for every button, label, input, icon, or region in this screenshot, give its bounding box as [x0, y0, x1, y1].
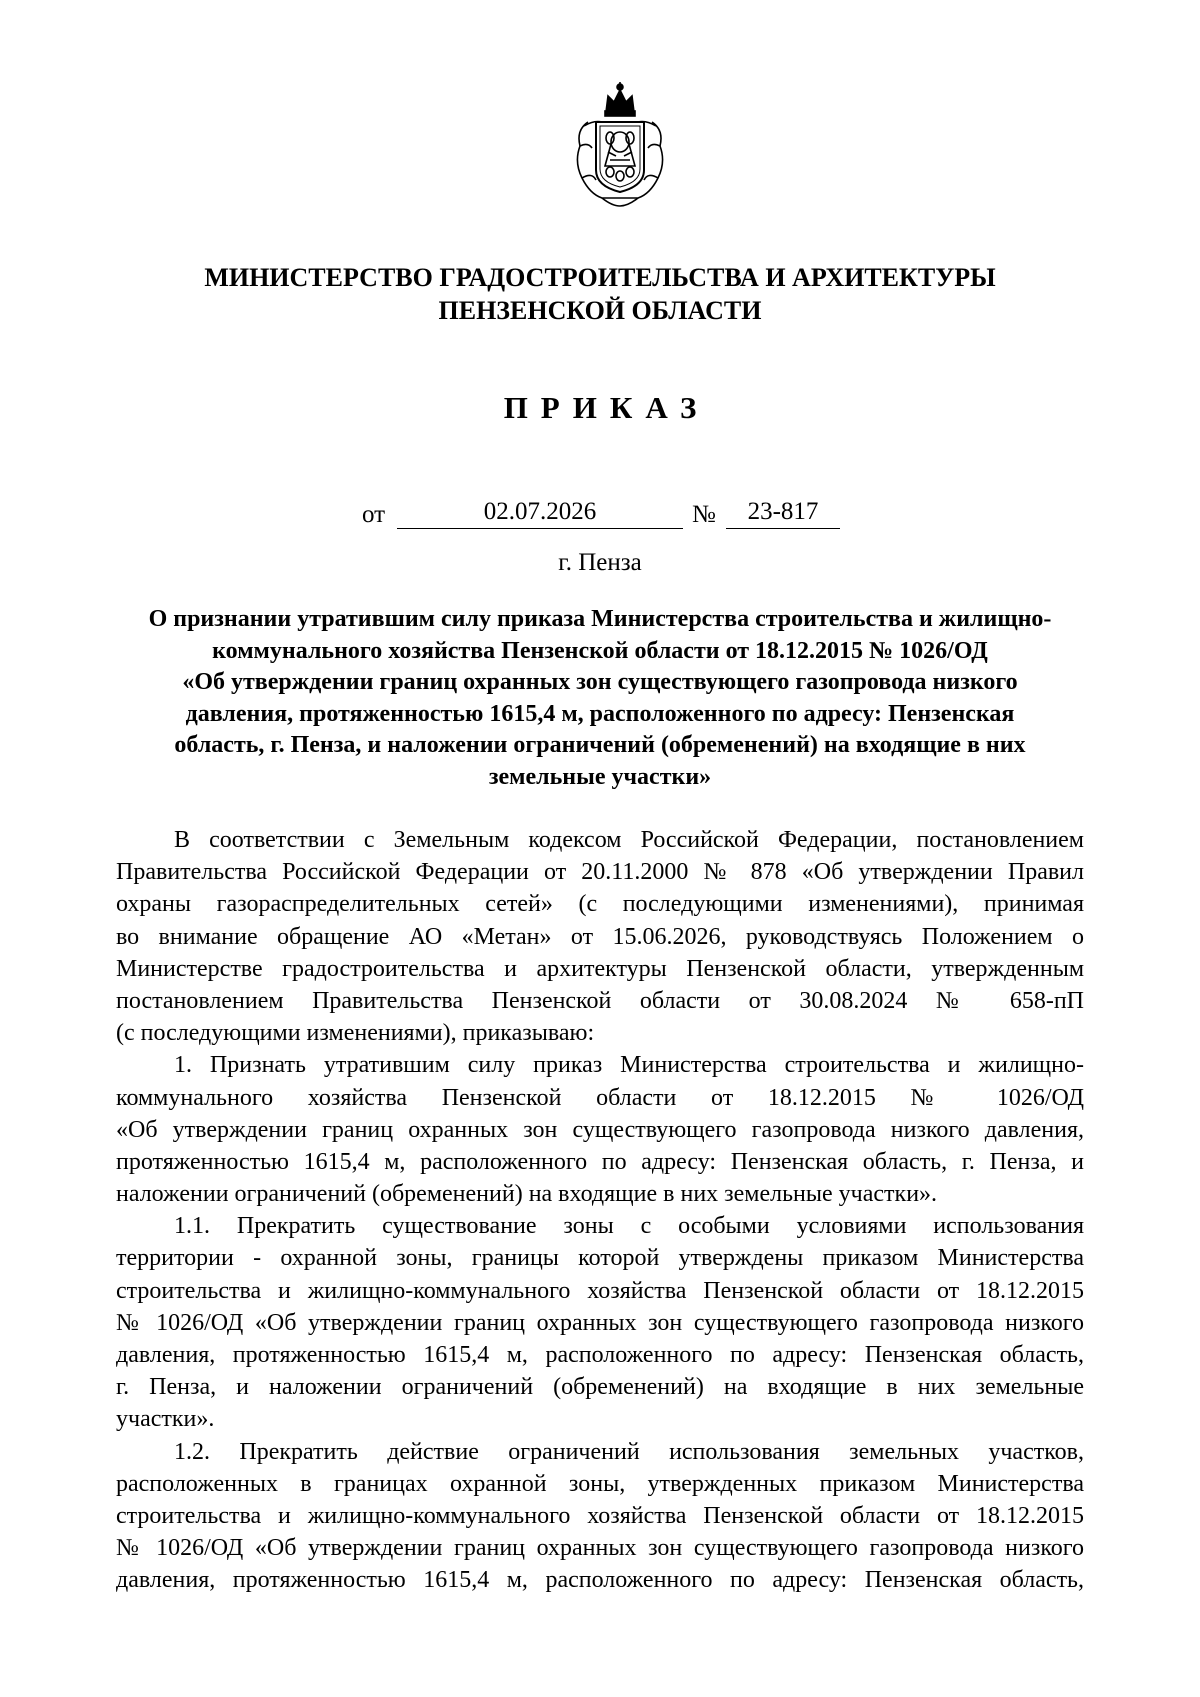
body-line: 1. Признать утратившим силу приказ Министерства строительства и жилищно- — [174, 1052, 1084, 1079]
body-line: строительства и жилищно-коммунального хозяйства Пензенской области от 18.12.2015 — [116, 1277, 1084, 1304]
document-type: ПРИКАЗ — [503, 390, 710, 425]
body-line: коммунального хозяйства Пензенской области от 18.12.2015 № 1026/ОД — [116, 1084, 1084, 1111]
body-line: Министерстве градостроительства и архитектуры Пензенской области, утвержденным — [116, 955, 1084, 982]
date-number-row — [0, 497, 1200, 533]
coat-of-arms-icon — [572, 82, 668, 210]
body-line: г. Пенза, и наложении ограничений (обременений) на входящие в них земельные — [116, 1374, 1084, 1401]
document-body — [116, 824, 1084, 1597]
body-line: давления, протяженностью 1615,4 м, расположенного по адресу: Пензенская область, — [116, 1567, 1084, 1594]
city: г. Пенза — [558, 549, 642, 576]
document-date: 02.07.2026 — [397, 497, 683, 529]
body-line: территории - охранной зоны, границы которой утверждены приказом Министерства — [116, 1245, 1084, 1272]
body-line: 1.2. Прекратить действие ограничений использования земельных участков, — [174, 1438, 1084, 1465]
body-line: № 1026/ОД «Об утверждении границ охранных зон существующего газопровода низкого — [116, 1309, 1084, 1336]
body-line: (с последующими изменениями), приказываю: — [116, 1020, 595, 1047]
body-line: наложении ограничений (обременений) на входящие в них земельные участки». — [116, 1181, 938, 1208]
date-label: от — [362, 501, 386, 528]
body-line: № 1026/ОД «Об утверждении границ охранных зон существующего газопровода низкого — [116, 1535, 1084, 1562]
body-line: участки». — [116, 1406, 215, 1433]
ministry-name-line-1: МИНИСТЕРСТВО ГРАДОСТРОИТЕЛЬСТВА И АРХИТЕКТУРЫ — [204, 263, 996, 292]
document-number: 23-817 — [726, 497, 840, 529]
subject-line: давления, протяженностью 1615,4 м, расположенного по адресу: Пензенская — [185, 700, 1015, 727]
body-line: постановлением Правительства Пензенской области от 30.08.2024 № 658-пП — [116, 987, 1084, 1014]
body-line: Правительства Российской Федерации от 20.11.2000 № 878 «Об утверждении Правил — [116, 859, 1084, 886]
ministry-name-line-2: ПЕНЗЕНСКОЙ ОБЛАСТИ — [438, 296, 762, 325]
document-subject — [116, 604, 1084, 794]
subject-line: земельные участки» — [488, 763, 712, 790]
body-line: расположенных в границах охранной зоны, утвержденных приказом Министерства — [116, 1470, 1084, 1497]
body-line: В соответствии с Земельным кодексом Российской Федерации, постановлением — [174, 827, 1084, 853]
body-line: давления, протяженностью 1615,4 м, расположенного по адресу: Пензенская область, — [116, 1342, 1084, 1368]
body-line: охраны газораспределительных сетей» (с последующими изменениями), принимая — [116, 891, 1084, 918]
body-line: протяженностью 1615,4 м, расположенного по адресу: Пензенская область, г. Пенза, и — [116, 1148, 1084, 1175]
body-line: во внимание обращение АО «Метан» от 15.06.2026, руководствуясь Положением о — [116, 923, 1084, 950]
body-line: «Об утверждении границ охранных зон существующего газопровода низкого давления, — [116, 1116, 1084, 1143]
body-line: строительства и жилищно-коммунального хозяйства Пензенской области от 18.12.2015 — [116, 1502, 1084, 1529]
body-line: 1.1. Прекратить существование зоны с особыми условиями использования — [174, 1213, 1084, 1240]
subject-line: «Об утверждении границ охранных зон существующего газопровода низкого — [182, 669, 1018, 696]
subject-line: коммунального хозяйства Пензенской области от 18.12.2015 № 1026/ОД — [212, 637, 988, 664]
subject-line: О признании утратившим силу приказа Министерства строительства и жилищно- — [148, 606, 1052, 632]
number-label: № — [692, 501, 716, 528]
subject-line: область, г. Пенза, и наложении ограничений (обременений) на входящие в них — [174, 732, 1026, 759]
